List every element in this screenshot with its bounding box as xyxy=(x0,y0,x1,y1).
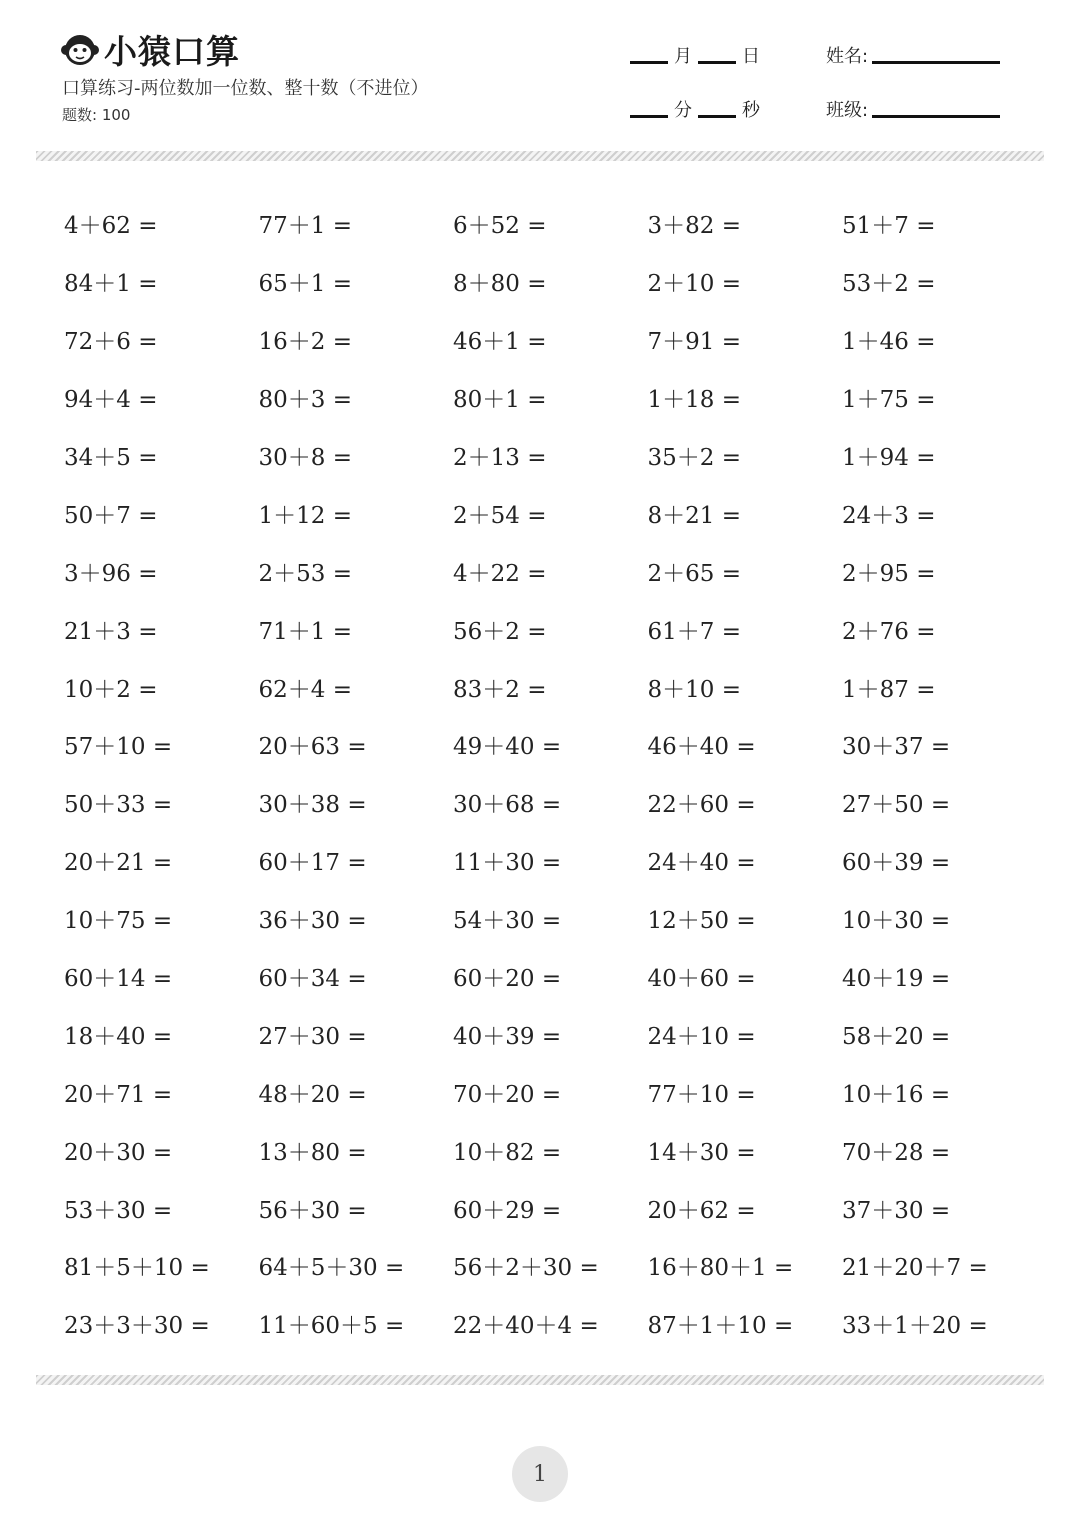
math-problem: 53＋2 = xyxy=(842,271,936,298)
math-problem: 22＋60 = xyxy=(647,792,756,819)
math-problem: 70＋28 = xyxy=(842,1139,951,1166)
math-problem: 54＋30 = xyxy=(453,908,562,935)
top-divider xyxy=(36,151,1044,161)
math-problem: 16＋2 = xyxy=(258,329,352,356)
minute-label: 分 xyxy=(674,100,692,121)
math-problem: 36＋30 = xyxy=(258,908,367,935)
math-problem: 50＋7 = xyxy=(64,502,158,529)
math-problem: 53＋30 = xyxy=(64,1197,173,1224)
math-problem: 35＋2 = xyxy=(647,445,741,471)
worksheet-subtitle: 口算练习-两位数加一位数、整十数（不进位） xyxy=(62,78,429,99)
math-problem: 20＋21 = xyxy=(64,850,173,877)
math-problem: 1＋12 = xyxy=(258,502,352,529)
math-problem: 21＋20＋7 = xyxy=(842,1255,988,1282)
math-problem: 94＋4 = xyxy=(64,387,158,414)
math-problem: 48＋20 = xyxy=(258,1081,367,1108)
math-problem: 34＋5 = xyxy=(64,445,158,471)
math-problem: 18＋40 = xyxy=(64,1023,173,1050)
math-problem: 62＋4 = xyxy=(258,676,352,703)
math-problem: 3＋82 = xyxy=(647,213,741,240)
math-problem: 7＋91 = xyxy=(647,329,741,356)
math-problem: 14＋30 = xyxy=(647,1139,756,1166)
math-problem: 30＋38 = xyxy=(258,792,367,819)
problem-count: 题数: 100 xyxy=(62,106,131,124)
math-problem: 84＋1 = xyxy=(64,271,158,298)
math-problem: 30＋37 = xyxy=(842,734,951,761)
math-problem: 58＋20 = xyxy=(842,1023,951,1050)
page-number: 1 xyxy=(512,1446,568,1502)
math-problem: 80＋1 = xyxy=(453,387,547,414)
math-problem: 60＋14 = xyxy=(64,966,173,993)
class-blank[interactable] xyxy=(872,115,1000,118)
math-problem: 4＋22 = xyxy=(453,560,547,587)
math-problem: 30＋68 = xyxy=(453,792,562,819)
math-problem: 46＋40 = xyxy=(647,734,756,761)
worksheet-header xyxy=(0,0,1080,150)
math-problem: 10＋16 = xyxy=(842,1081,951,1108)
math-problem: 1＋87 = xyxy=(842,676,936,703)
math-problem: 87＋1＋10 = xyxy=(647,1313,794,1340)
math-problem: 21＋3 = xyxy=(64,618,158,645)
math-problem: 40＋19 = xyxy=(842,966,951,993)
month-label: 月 xyxy=(674,46,692,67)
math-problem: 77＋10 = xyxy=(647,1081,756,1108)
math-problem: 60＋29 = xyxy=(453,1197,562,1224)
math-problem: 37＋30 = xyxy=(842,1197,951,1224)
math-problem: 2＋13 = xyxy=(453,445,547,471)
second-blank[interactable] xyxy=(698,115,736,118)
math-problem: 46＋1 = xyxy=(453,329,547,356)
minute-blank[interactable] xyxy=(630,115,668,118)
math-problem: 11＋30 = xyxy=(453,850,562,877)
math-problem: 1＋75 = xyxy=(842,387,936,414)
math-problem: 57＋10 = xyxy=(64,734,173,761)
math-problem: 2＋95 = xyxy=(842,560,936,587)
math-problem: 40＋39 = xyxy=(453,1023,562,1050)
math-problem: 2＋76 = xyxy=(842,618,936,645)
math-problem: 20＋62 = xyxy=(647,1197,756,1224)
math-problem: 20＋63 = xyxy=(258,734,367,761)
math-problem: 70＋20 = xyxy=(453,1081,562,1108)
math-problem: 51＋7 = xyxy=(842,213,936,240)
math-problem: 80＋3 = xyxy=(258,387,352,414)
math-problem: 1＋46 = xyxy=(842,329,936,356)
math-problem: 12＋50 = xyxy=(647,908,756,935)
bottom-divider xyxy=(36,1375,1044,1385)
math-problem: 60＋34 = xyxy=(258,966,367,993)
time-class-row xyxy=(630,96,1000,122)
math-problem: 4＋62 = xyxy=(64,213,158,240)
app-name: 小猿口算 xyxy=(104,32,240,71)
math-problem: 1＋18 = xyxy=(647,387,741,414)
math-problem: 16＋80＋1 = xyxy=(647,1255,794,1282)
date-name-row xyxy=(630,42,1000,68)
math-problem: 71＋1 = xyxy=(258,618,352,645)
math-problem: 8＋21 = xyxy=(647,502,741,529)
class-label: 班级: xyxy=(826,100,869,121)
math-problem: 77＋1 = xyxy=(258,213,352,240)
math-problem: 56＋2 = xyxy=(453,618,547,645)
math-problem: 10＋82 = xyxy=(453,1139,562,1166)
math-problem: 40＋60 = xyxy=(647,966,756,993)
math-problem: 23＋3＋30 = xyxy=(64,1313,210,1340)
math-problem: 24＋40 = xyxy=(647,850,756,877)
math-problem: 1＋94 = xyxy=(842,445,936,471)
math-problem: 10＋30 = xyxy=(842,908,951,935)
brand-logo xyxy=(60,26,240,73)
math-problem: 56＋30 = xyxy=(258,1197,367,1224)
math-problem: 2＋65 = xyxy=(647,560,741,587)
name-label: 姓名: xyxy=(826,46,869,67)
math-problem: 50＋33 = xyxy=(64,792,173,819)
math-problem: 2＋53 = xyxy=(258,560,352,587)
math-problem: 60＋17 = xyxy=(258,850,367,877)
math-problem: 24＋10 = xyxy=(647,1023,756,1050)
math-problem: 8＋80 = xyxy=(453,271,547,298)
second-label: 秒 xyxy=(742,100,760,121)
month-blank[interactable] xyxy=(630,61,668,64)
math-problem: 22＋40＋4 = xyxy=(453,1313,599,1340)
math-problem: 33＋1＋20 = xyxy=(842,1313,988,1340)
math-problem: 72＋6 = xyxy=(64,329,158,356)
day-label: 日 xyxy=(742,46,760,67)
math-problem: 24＋3 = xyxy=(842,502,936,529)
math-problem: 65＋1 = xyxy=(258,271,352,298)
math-problem: 2＋10 = xyxy=(647,271,741,298)
math-problem: 60＋39 = xyxy=(842,850,951,877)
math-problem: 56＋2＋30 = xyxy=(453,1255,599,1282)
name-blank[interactable] xyxy=(872,61,1000,64)
monkey-icon xyxy=(60,30,100,70)
math-problem: 64＋5＋30 = xyxy=(258,1255,405,1282)
math-problem: 27＋30 = xyxy=(258,1023,367,1050)
math-problem: 30＋8 = xyxy=(258,445,352,471)
math-problem: 83＋2 = xyxy=(453,676,547,703)
math-problem: 10＋75 = xyxy=(64,908,173,935)
math-problem: 8＋10 = xyxy=(647,676,741,703)
math-problem: 49＋40 = xyxy=(453,734,562,761)
math-problem: 81＋5＋10 = xyxy=(64,1255,210,1282)
day-blank[interactable] xyxy=(698,61,736,64)
math-problem: 11＋60＋5 = xyxy=(258,1313,405,1340)
math-problem: 2＋54 = xyxy=(453,502,547,529)
math-problem: 13＋80 = xyxy=(258,1139,367,1166)
math-problem: 27＋50 = xyxy=(842,792,951,819)
math-problem: 20＋71 = xyxy=(64,1081,173,1108)
math-problem: 60＋20 = xyxy=(453,966,562,993)
math-problem: 6＋52 = xyxy=(453,213,547,240)
math-problem: 3＋96 = xyxy=(64,560,158,587)
problem-grid xyxy=(64,195,1037,1353)
math-problem: 20＋30 = xyxy=(64,1139,173,1166)
math-problem: 10＋2 = xyxy=(64,676,158,703)
math-problem: 61＋7 = xyxy=(647,618,741,645)
